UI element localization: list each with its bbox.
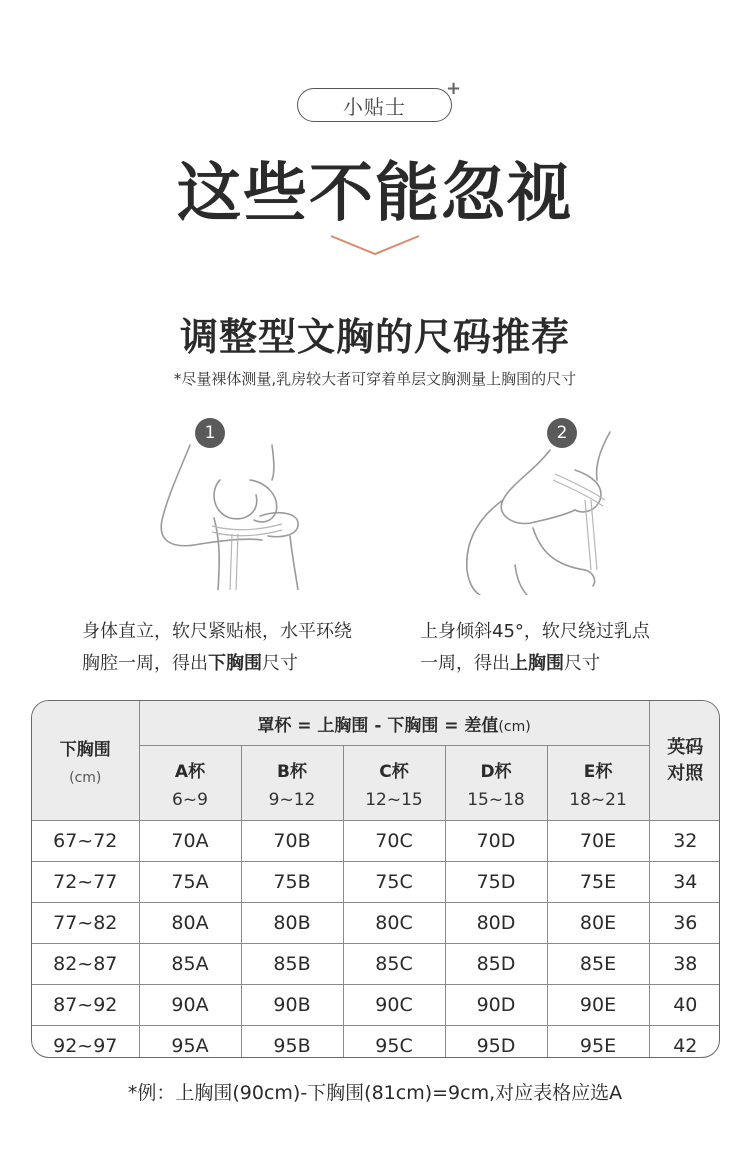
step-1-description — [82, 616, 352, 680]
cup-formula-header — [139, 701, 649, 746]
table-cell: 36 — [649, 903, 720, 944]
table-cell: 77~82 — [32, 903, 139, 944]
table-cell: 70C — [343, 821, 445, 862]
table-cell: 40 — [649, 985, 720, 1026]
table-cell: 75C — [343, 862, 445, 903]
table-cell: 67~72 — [32, 821, 139, 862]
chevron-down-icon — [329, 232, 421, 258]
step-1-line2 — [82, 648, 352, 680]
underbust-label: 下胸围 — [59, 740, 111, 760]
step-1-line2-post: 尺寸 — [262, 653, 298, 674]
table-cell: 90C — [343, 985, 445, 1026]
table-cell: 85A — [139, 944, 241, 985]
cup-range: 6~9 — [172, 789, 208, 810]
page-title: 这些不能忽视 — [177, 157, 573, 231]
table-cell: 95B — [241, 1026, 343, 1059]
uk-label-1: 英码 — [667, 736, 704, 758]
table-cell: 75E — [547, 862, 649, 903]
step-2-line1: 上身倾斜45°，软尺绕过乳点 — [420, 621, 650, 642]
table-cell: 75B — [241, 862, 343, 903]
tip-label: 小贴士 — [343, 94, 406, 119]
table-row — [32, 821, 720, 862]
table-row — [32, 1026, 720, 1059]
cup-header-3 — [445, 746, 547, 821]
cup-formula: 罩杯 = 上胸围 - 下胸围 = 差值 — [257, 715, 499, 736]
table-cell: 85B — [241, 944, 343, 985]
step-2-line2-post: 尺寸 — [564, 653, 600, 674]
cup-formula-unit: (cm) — [498, 718, 531, 735]
underbust-header — [32, 701, 139, 821]
underbust-measure-illustration — [150, 440, 320, 590]
cup-range: 12~15 — [365, 789, 423, 810]
table-cell: 92~97 — [32, 1026, 139, 1059]
table-cell: 85E — [547, 944, 649, 985]
table-cell: 75D — [445, 862, 547, 903]
underbust-unit: (cm) — [69, 770, 102, 786]
table-cell: 90E — [547, 985, 649, 1026]
table-cell: 90B — [241, 985, 343, 1026]
table-row — [32, 903, 720, 944]
table-cell: 80E — [547, 903, 649, 944]
table-row — [32, 985, 720, 1026]
cup-header-1 — [241, 746, 343, 821]
step-2-line2 — [420, 648, 650, 680]
example-note: *例：上胸围(90cm)-下胸围(81cm)=9cm,对应表格应选A — [127, 1082, 623, 1104]
cup-header-4 — [547, 746, 649, 821]
table-cell: 34 — [649, 862, 720, 903]
table-cell: 90D — [445, 985, 547, 1026]
table-cell: 80C — [343, 903, 445, 944]
table-cell: 32 — [649, 821, 720, 862]
cup-range: 9~12 — [268, 789, 316, 810]
table-cell: 70B — [241, 821, 343, 862]
table-cell: 95E — [547, 1026, 649, 1059]
overbust-measure-illustration — [455, 430, 625, 595]
table-cell: 70E — [547, 821, 649, 862]
cup-name: D杯 — [480, 761, 512, 782]
plus-icon: + — [446, 78, 462, 99]
table-cell: 80D — [445, 903, 547, 944]
table-cell: 75A — [139, 862, 241, 903]
table-cell: 72~77 — [32, 862, 139, 903]
size-table — [31, 700, 720, 1058]
cup-name: B杯 — [277, 761, 307, 782]
tip-badge — [297, 88, 452, 122]
step-2-description — [420, 616, 650, 680]
step-1-line2-pre: 胸腔一周，得出 — [82, 653, 208, 674]
table-cell: 38 — [649, 944, 720, 985]
table-cell: 85D — [445, 944, 547, 985]
step-2-line2-pre: 一周，得出 — [420, 653, 510, 674]
table-row — [32, 862, 720, 903]
uk-size-header — [649, 701, 720, 821]
table-cell: 95A — [139, 1026, 241, 1059]
cup-range: 15~18 — [467, 789, 525, 810]
table-row — [32, 944, 720, 985]
cup-range: 18~21 — [569, 789, 627, 810]
measure-note: *尽量裸体测量,乳房较大者可穿着单层文胸测量上胸围的尺寸 — [173, 370, 577, 388]
step-1-highlight: 下胸围 — [208, 653, 262, 674]
table-cell: 80A — [139, 903, 241, 944]
table-cell: 42 — [649, 1026, 720, 1059]
step-2-badge: 2 — [547, 418, 577, 448]
cup-name: A杯 — [174, 761, 206, 782]
step-1-badge: 1 — [195, 418, 225, 448]
table-cell: 95C — [343, 1026, 445, 1059]
table-cell: 87~92 — [32, 985, 139, 1026]
table-cell: 95D — [445, 1026, 547, 1059]
table-cell: 82~87 — [32, 944, 139, 985]
section-title: 调整型文胸的尺码推荐 — [179, 315, 570, 359]
table-cell: 70A — [139, 821, 241, 862]
step-2-highlight: 上胸围 — [510, 653, 564, 674]
step-1-line1: 身体直立，软尺紧贴根，水平环绕 — [82, 621, 352, 642]
table-cell: 70D — [445, 821, 547, 862]
table-cell: 80B — [241, 903, 343, 944]
uk-label-2: 对照 — [667, 762, 704, 784]
cup-name: C杯 — [379, 761, 409, 782]
table-cell: 85C — [343, 944, 445, 985]
cup-header-0 — [139, 746, 241, 821]
cup-header-2 — [343, 746, 445, 821]
table-cell: 90A — [139, 985, 241, 1026]
cup-name: E杯 — [583, 761, 613, 782]
